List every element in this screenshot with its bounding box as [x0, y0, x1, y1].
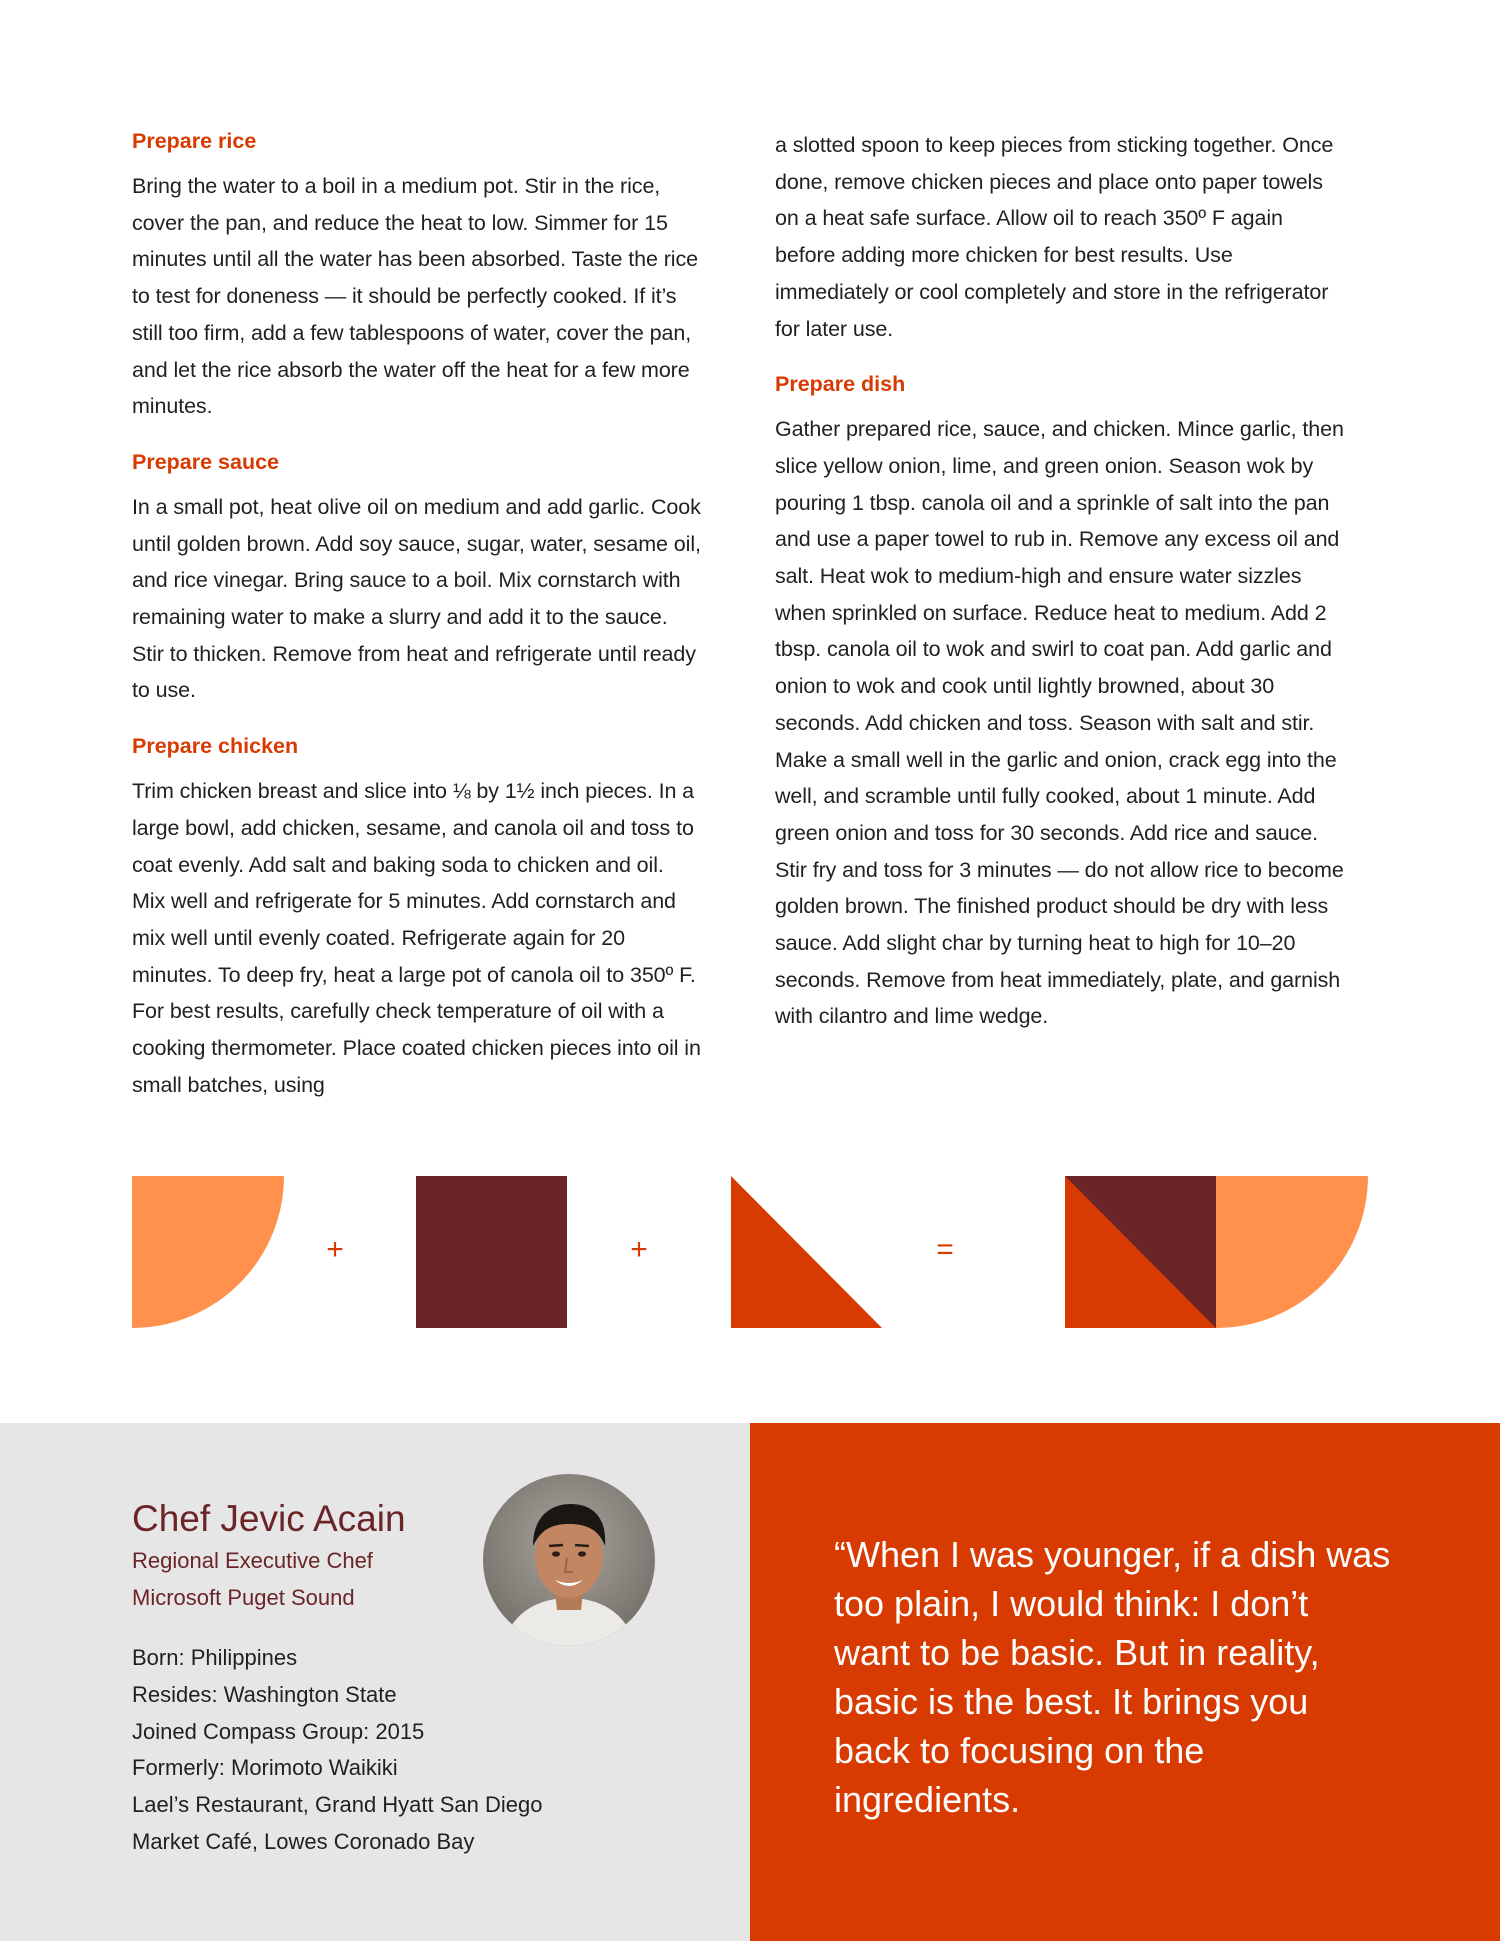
left-column [132, 126, 702, 1103]
heading-prepare-rice: Prepare rice [132, 129, 257, 153]
chef-portrait [483, 1474, 655, 1646]
chef-title: Regional Executive Chef [132, 1548, 373, 1573]
combined-quarter-circle [1216, 1176, 1368, 1328]
quarter-circle-shape [132, 1176, 284, 1328]
plus-sign-2: + [630, 1233, 648, 1266]
text-prepare-rice: Bring the water to a boil in a medium pot. Stir in the rice, cover the pan, and reduce the heat to low. Simmer for 15 minutes until all the water has been absorbed. Taste the rice to test for doneness — it should be perfectly cooked. If it’s still too firm, add a few tablespoons of water, cover the pan, and let the rice absorb the water off the heat for a few more minutes. [132, 174, 698, 419]
text-chicken-continued: a slotted spoon to keep pieces from sticking together. Once done, remove chicken pieces and place onto paper towels on a heat safe surface. Allow oil to reach 350º F again before adding more chicken for best results. Use immediately or cool completely and store in the refrigerator for later use. [775, 133, 1334, 341]
triangle-fill [731, 1176, 882, 1328]
text-prepare-chicken: Trim chicken breast and slice into ⅛ by 1½ inch pieces. In a large bowl, add chicken, sesame, and canola oil and toss to coat evenly. Add salt and baking soda to chicken and oil. Mix well and refrigerate for 5 minutes. Add cornstarch and mix well until evenly coated. Refrigerate again for 20 minutes. To deep fry, heat a large pot of canola oil to 350º F. For best results, carefully check temperature of oil with a cooking thermometer. Place coated chicken pieces into oil in small batches, using [132, 779, 701, 1097]
text-prepare-sauce: In a small pot, heat olive oil on medium and add garlic. Cook until golden brown. Add soy sauce, sugar, water, sesame oil, and rice vinegar. Bring sauce to a boil. Mix cornstarch with remaining water to make a slurry and add it to the sauce. Stir to thicken. Remove from heat and refrigerate until ready to use. [132, 494, 701, 703]
plus-sign-1: + [326, 1233, 344, 1266]
heading-prepare-dish: Prepare dish [775, 372, 906, 397]
shape-equation [0, 1176, 1500, 1330]
detail-joined: Joined Compass Group: 2015 [132, 1718, 425, 1744]
triangle-shape [731, 1176, 882, 1328]
quarter-circle-fill [132, 1176, 284, 1328]
heading-prepare-chicken: Prepare chicken [132, 734, 299, 759]
chef-name: Chef Jevic Acain [132, 1498, 406, 1539]
detail-resides: Resides: Washington State [132, 1681, 397, 1707]
right-column [775, 127, 1345, 1035]
heading-prepare-sauce: Prepare sauce [132, 449, 280, 474]
detail-restaurant-1: Lael’s Restaurant, Grand Hyatt San Diego [132, 1792, 543, 1818]
chef-company: Microsoft Puget Sound [132, 1585, 355, 1610]
square-fill [416, 1176, 567, 1328]
square-shape [416, 1176, 567, 1328]
detail-restaurant-2: Market Café, Lowes Coronado Bay [132, 1828, 475, 1854]
chef-portrait-illustration [483, 1474, 655, 1646]
combined-shape [1065, 1176, 1368, 1328]
chef-quote: “When I was younger, if a dish was too plain, I would think: I don’t want to be basic. But in reality, basic is the best. It brings you back to focusing on the ingredients. [834, 1534, 1391, 1820]
text-prepare-dish: Gather prepared rice, sauce, and chicken. Mince garlic, then slice yellow onion, lime, and green onion. Season wok by pouring 1 tbsp. canola oil and a sprinkle of salt into the pan and use a paper towel to rub in. Remove any excess oil and salt. Heat wok to medium-high and ensure water sizzles when sprinkled on surface. Reduce heat to medium. Add 2 tbsp. canola oil to wok and swirl to coat pan. Add garlic and onion to wok and cook until lightly browned, about 30 seconds. Add chicken and toss. Season with salt and stir. Make a small well in the garlic and onion, crack egg into the well, and scramble until fully cooked, about 1 minute. Add green onion and toss for 30 seconds. Add rice and sauce. Stir fry and toss for 3 minutes — do not allow rice to become golden brown. The finished product should be dry with less sauce. Add slight char by turning heat to high for 10–20 seconds. Remove from heat immediately, plate, and garnish with cilantro and lime wedge. [775, 417, 1344, 1029]
detail-formerly: Formerly: Morimoto Waikiki [132, 1755, 398, 1781]
chef-details [132, 1640, 543, 1861]
detail-born: Born: Philippines [132, 1645, 298, 1670]
equals-sign: = [936, 1233, 954, 1266]
